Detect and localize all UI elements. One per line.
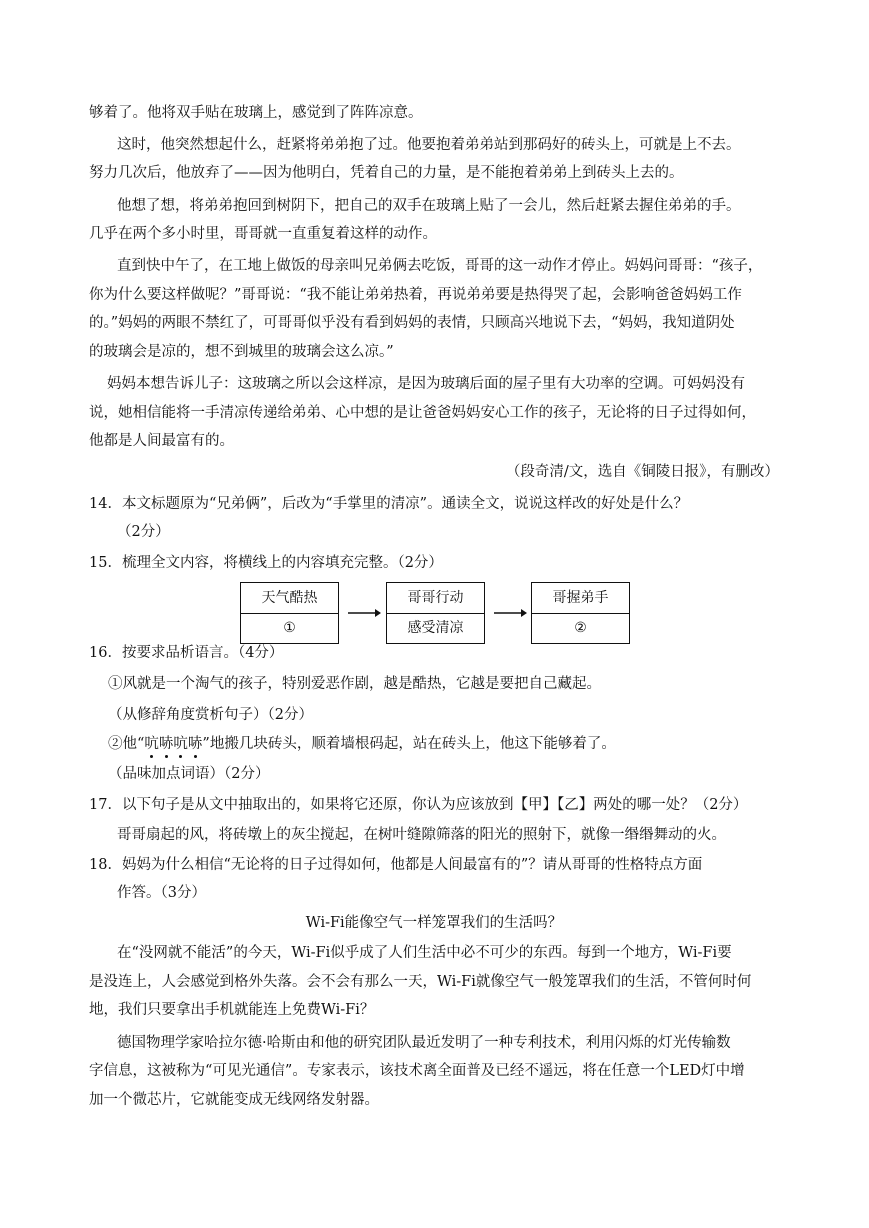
text-line: 加一个微芯片，它就能变成无线网络发射器。 <box>89 1092 379 1108</box>
dotted-char: 哧 <box>187 736 203 752</box>
dotted-char: 吭 <box>173 736 188 752</box>
text-line: 16．按要求品析语言。（4分） <box>89 645 284 661</box>
text-line: 努力几次后，他放弃了——因为他明白，凭着自己的力量，是不能抱着弟弟上到砖头上去的。 <box>89 165 684 181</box>
text-line: 作答。（3分） <box>117 885 206 901</box>
text-line: 妈妈本想告诉儿子：这玻璃之所以会这样凉，是因为玻璃后面的屋子里有大功率的空调。可妈妈没有 <box>107 376 745 392</box>
text-line: 17．以下句子是从文中抽取出的，如果将它还原，你认为应该放到【甲】【乙】两处的哪一处？（2分） <box>89 797 748 813</box>
flow-blank-1: ① <box>283 620 296 636</box>
text-line: 你为什么要这样做呢？”哥哥说：“我不能让弟弟热着，再说弟弟要是热得哭了起，会影响爸爸妈妈工作 <box>89 287 742 303</box>
flow-blank-2: ② <box>574 620 587 636</box>
arrow-right-icon <box>346 605 382 621</box>
article-2-title: Wi-Fi能像空气一样笼罩我们的生活吗？ <box>305 915 563 931</box>
dotted-char: 哧 <box>158 736 174 752</box>
q16-suffix: ”地搬几块砖头，顺着墙根码起，站在砖头上，他这下能够着了。 <box>202 736 616 752</box>
text-line: 14．本文标题原为“兄弟俩”，后改为“手掌里的清凉”。通读全文，说说这样改的好处是什么？ <box>89 496 689 512</box>
text-line: （2分） <box>117 524 170 540</box>
flow-box-brother-action <box>386 582 485 644</box>
flow-box-top: 天气酷热 <box>241 583 338 614</box>
flow-box-weather <box>240 582 339 644</box>
text-line: 的玻璃会是凉的，想不到城里的玻璃会这么凉。” <box>89 344 394 360</box>
text-line: 18．妈妈为什么相信“无论将的日子过得如何，他都是人间最富有的”？请从哥哥的性格特点方面 <box>89 857 703 873</box>
q16-prefix: ②他“ <box>108 736 145 752</box>
text-line: 直到快中午了，在工地上做饭的母亲叫兄弟俩去吃饭，哥哥的这一动作才停止。妈妈问哥哥：“孩子， <box>117 258 763 274</box>
text-line: 15．梳理全文内容，将横线上的内容填充完整。（2分） <box>89 555 443 571</box>
text-line: 够着了。他将双手贴在玻璃上，感觉到了阵阵凉意。 <box>89 105 423 121</box>
text-line: 哥哥扇起的风，将砖墩上的灰尘搅起，在树叶缝隙筛落的阳光的照射下，就像一缗缗舞动的火。 <box>117 827 726 843</box>
dotted-char: 吭 <box>144 736 159 752</box>
flow-box-top: 哥握弟手 <box>532 583 629 614</box>
text-line: 说，她相信能将一手清凉传递给弟弟、心中想的是让爸爸妈妈安心工作的孩子，无论将的日子过得如何， <box>89 405 756 421</box>
text-line: 字信息，这被称为“可见光通信”。专家表示，该技术离全面普及已经不遥远，将在任意一个LED灯中增 <box>89 1063 745 1079</box>
text-line: 的。”妈妈的两眼不禁红了，可哥哥似乎没有看到妈妈的表情，只顾高兴地说下去，“妈妈，我知道阴处 <box>89 315 735 331</box>
text-line: 德国物理学家哈拉尔德·哈斯由和他的研究团队最近发明了一种专利技术，利用闪烁的灯光传输数 <box>117 1035 731 1051</box>
q16-sentence-2 <box>108 734 616 754</box>
arrow-right-icon <box>492 605 528 621</box>
text-line: 在“没网就不能活”的今天，Wi-Fi似乎成了人们生活中必不可少的东西。每到一个地方，Wi-Fi要 <box>117 945 732 961</box>
flow-box-top: 哥哥行动 <box>387 583 484 614</box>
text-line: 他想了想，将弟弟抱回到树阴下，把自己的双手在玻璃上贴了一会儿，然后赶紧去握住弟弟的手。 <box>117 198 741 214</box>
text-line: 是没连上，人会感觉到格外失落。会不会有那么一天，Wi-Fi就像空气一般笼罩我们的生活，不管何时何 <box>89 974 752 990</box>
source-attribution: （段奇清/文，选自《铜陵日报》，有删改） <box>505 464 779 480</box>
text-line: 他都是人间最富有的。 <box>89 433 234 449</box>
flowchart <box>240 582 630 644</box>
flow-box-bottom: 感受清凉 <box>407 620 464 636</box>
text-line: 几乎在两个多小时里，哥哥就一直重复着这样的动作。 <box>89 226 437 242</box>
flow-box-hold-hands <box>531 582 630 644</box>
text-line: 地，我们只要拿出手机就能连上免费Wi-Fi？ <box>89 1002 375 1018</box>
text-line: 这时，他突然想起什么，赶紧将弟弟抱了过。他要抱着弟弟站到那码好的砖头上，可就是上不去。 <box>117 137 741 153</box>
text-line: ①风就是一个淘气的孩子，特别爱恶作剧，越是酷热，它越是要把自己藏起。 <box>108 676 601 692</box>
text-line: （从修辞角度赏析句子）（2分） <box>108 707 313 723</box>
text-line: （品味加点词语）（2分） <box>108 766 270 782</box>
